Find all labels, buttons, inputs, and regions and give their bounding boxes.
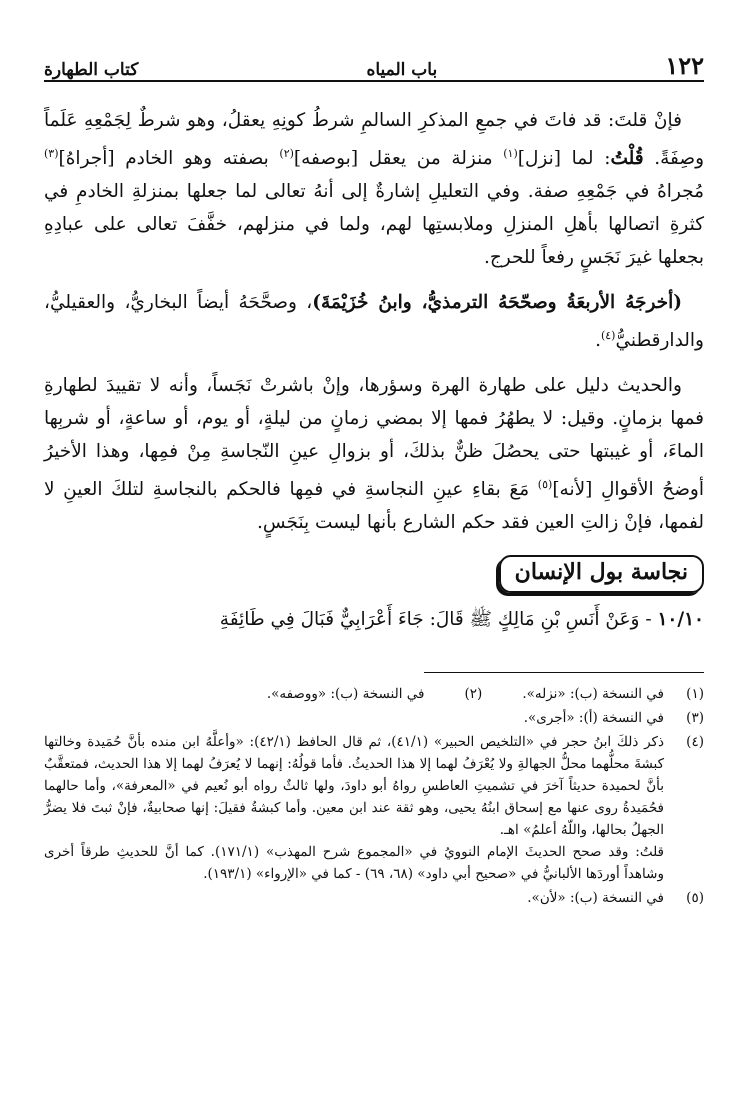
footnote-4-body <box>44 731 664 885</box>
section-title-row <box>44 555 704 593</box>
footnote-1-2 <box>44 683 704 705</box>
commentary-paragraph-2 <box>44 369 704 539</box>
commentary-paragraph-1 <box>44 104 704 274</box>
footnote-3-text: في النسخة (أ): «أجرى». <box>523 710 664 727</box>
hadith-body: - وَعَنْ أَنَسِ بْنِ مَالِكٍ ﷺ قَالَ: جَاءَ أَعْرَابِيٌّ فَبَالَ فِي طَائِفَةِ <box>219 609 658 631</box>
footnote-2-number: (٢) <box>464 686 483 703</box>
text-segment: والحديث دليل على طهارة الهرة وسؤرها، وإنْ باشرتْ نَجَساً، وأنه لا تقييدَ لطهارةِ فمها بزمانٍ. وقيل: لا يطهُرُ فمها إلا بمضي زمانٍ من ليلةٍ، أو يوم، أو ساعةٍ، أو شربِها الماءَ، أو غيبتها حتى يحصُلَ ظنٌّ بذلكَ، أو بزوالِ عينِ النّجاسةِ مِنْ فمِها، وهذا الأخيرُ أوضحُ الأقوالِ [لأنه] <box>44 375 704 501</box>
text-segment: ، وصحَّحَهُ أيضاً البخاريُّ، والعقيليُّ، والدارقطنيُّ <box>44 292 704 352</box>
footnote-1-text: في النسخة (ب): «نزله». <box>522 686 664 703</box>
footnote-ref-5[interactable]: (٥) <box>537 478 553 492</box>
footnote-number: (٥) <box>686 890 704 907</box>
book-title: كتاب الطهارة <box>44 60 139 80</box>
page-number: ١٢٢ <box>665 51 704 80</box>
text-segment: : لما [نزل] <box>517 148 611 170</box>
footnote-number: (٤) <box>686 734 704 751</box>
footnote-pair <box>44 683 664 705</box>
footnote-5-text: في النسخة (ب): «لأن». <box>527 890 664 907</box>
text-segment: مُجراهُ في جَمْعِهِ صفة. وفي التعليلِ إشارةٌ إلى أنهُ تعالى لما جعلها بمنزلةِ الخادمِ في كثرةِ اتصالها بأهلِ المنزلِ وملابستِها لهم، ولما في منزلهم، خفَّفَ تعالى على عبادِهِ بجعلها غيرَ نَجَسٍ رفعاً للحرج. <box>44 181 704 269</box>
page-header <box>44 40 704 82</box>
footnote-4 <box>44 731 704 885</box>
footnote-ref-1[interactable]: (١) <box>503 147 518 160</box>
takhrij-paragraph <box>44 286 704 357</box>
text-segment: . <box>595 330 601 352</box>
footnote-number: (١) <box>686 686 704 703</box>
text-segment: منزلة من يعقل [بوصفه] <box>293 148 504 170</box>
chapter-title: باب المياه <box>366 60 438 80</box>
main-text <box>44 104 704 636</box>
text-segment: فإنْ قلتَ: قد فاتَ في جمعِ المذكرِ السالمِ شرطُ كونِهِ يعقلُ، وهو شرطٌ لِجَمْعِهِ عَلَماً وصِفَةً. <box>44 110 705 170</box>
section-title: نجاسة بول الإنسان <box>499 555 704 593</box>
text-segment: مَعَ بقاءِ عينِ النجاسةِ في فمِها فالحكم بالنجاسةِ لتلكَ العينِ لا لفمها، فإنْ زالتِ العين فقد حكم الشارع بأنها ليست بِنَجَسٍ. <box>44 479 704 534</box>
footnote-4-paragraph-2: قلتُ: وقد صحح الحديثَ الإمام النوويُ في «المجموع شرح المهذب» (١٧١/١). كما أنَّ للحديثِ طرقاً أخرى وشاهداً أوردَها الألبانيُّ في «صحيح أبي داود» (٦٨، ٦٩) - كما في «الإرواء» (١٩٣/١). <box>44 844 664 883</box>
footnotes <box>44 683 704 909</box>
hadith-number: ١٠/١٠ <box>657 609 704 631</box>
hadith-text <box>44 603 704 636</box>
footnote-ref-4[interactable]: (٤) <box>600 329 616 343</box>
takhrij-bold: (أخرجَهُ الأربعَةُ وصحّحَهُ الترمذيُّ، وابنُ خُزَيْمَةَ) <box>312 292 682 314</box>
footnote-divider <box>424 672 704 673</box>
footnote-5 <box>44 887 704 909</box>
footnote-ref-3[interactable]: (٣) <box>44 147 59 160</box>
footnote-2-text: في النسخة (ب): «ووصفه». <box>266 686 425 703</box>
footnote-4-paragraph-1: ذكر ذلكَ ابنُ حجر في «التلخيص الحبير» (٤١/١)، ثم قال الحافظ (٤٢/١): «وأعلَّهُ ابن منده بأنَّ حُمَيدة وخالتها كبشةَ محلُّهما محلُّ الجهالةِ ولا يُعْرَفُ لهما إلا هذا الحديثُ. فأما قولُهُ: إنهما لا يُعرَفُ لهما إلا هذا الحديث، فمتعقَّبٌ بأنَّ لحميدة حديثاً آخرَ في تشميتِ العاطسِ رواهُ أبو داودَ، ولها ثالثٌ رواه أبو نُعيم في «المعرفة»، وأما حالهما فحُمَيدةُ روى عنها مع إسحاق ابنُهُ يحيى، وهو ثقة عند ابن معين. وأما كبشةُ فقيلَ: إنها صحابيةٌ، فإنْ ثبتَ فلا يضرُّ الجهلُ بحالها، واللّهُ أعلمُ» اهـ. <box>44 734 664 839</box>
footnote-number: (٣) <box>686 710 704 727</box>
footnote-3 <box>44 707 704 729</box>
text-segment: بصفته وهو الخادم [أجراهُ] <box>58 148 280 170</box>
qultu-keyword: قُلْتُ <box>610 148 644 170</box>
footnote-ref-2[interactable]: (٢) <box>279 147 294 160</box>
